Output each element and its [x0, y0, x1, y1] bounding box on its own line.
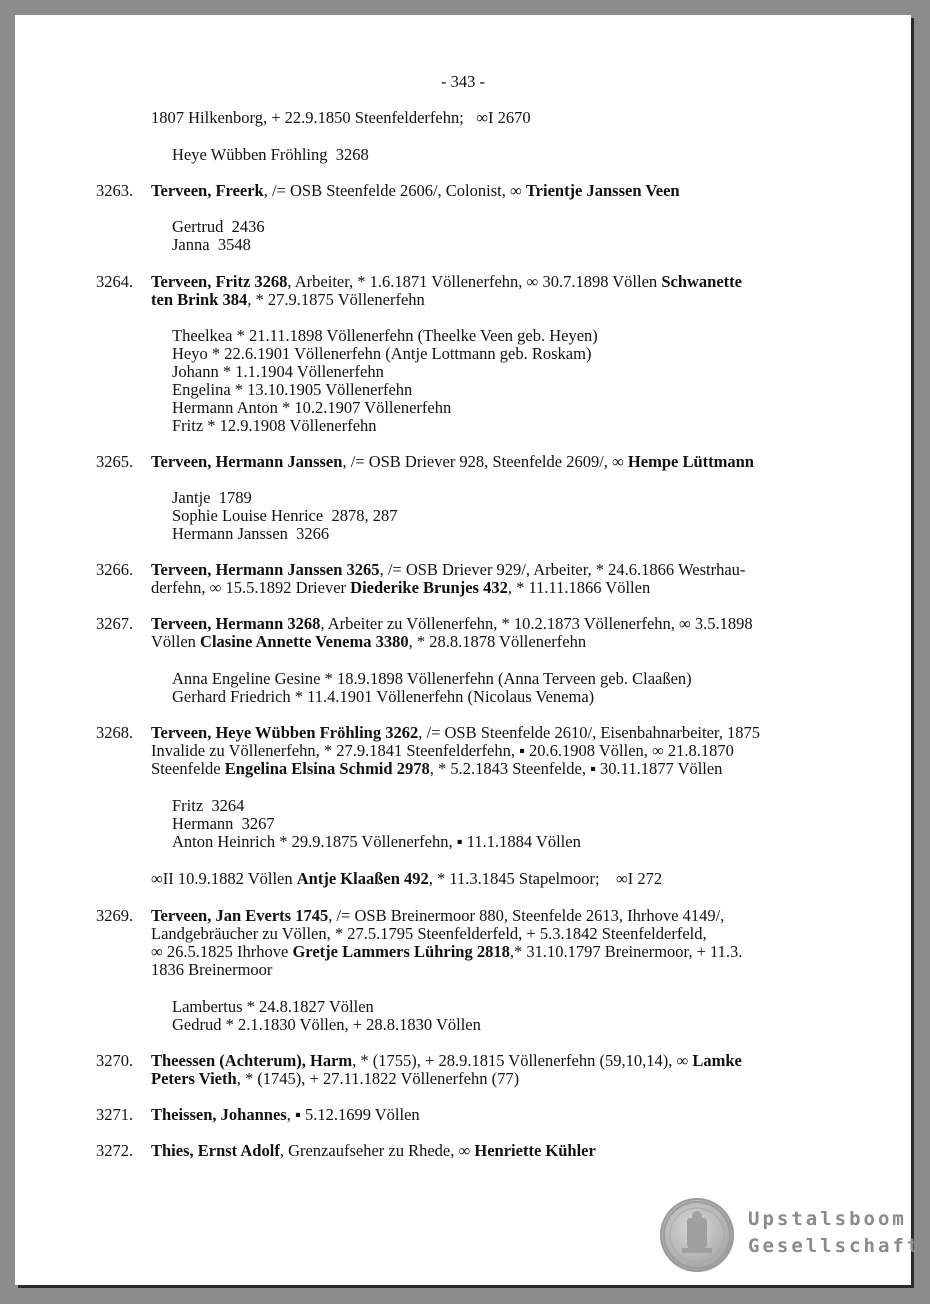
entry-line	[151, 724, 760, 742]
society-logo	[660, 1198, 922, 1278]
page-number: - 343 -	[441, 72, 485, 91]
entry-line	[151, 579, 650, 597]
entry-head: Terveen, Jan Everts 1745	[151, 906, 329, 925]
child-line: Jantje 1789	[172, 488, 252, 507]
spouse-name: Henriette Kühler	[474, 1141, 596, 1160]
entry-line	[151, 633, 586, 651]
entry-number: 3269.	[96, 906, 134, 925]
spouse-name: Gretje Lammers Lühring 2818	[292, 942, 510, 961]
child-line: Heyo * 22.6.1901 Völlenerfehn (Antje Lottmann geb. Roskam)	[172, 344, 592, 363]
entry-number: 3270.	[96, 1051, 134, 1070]
entry-line: Landgebräucher zu Völlen, * 27.5.1795 Steenfelderfeld, + 5.3.1842 Steenfelderfeld,	[151, 924, 707, 943]
entry-line	[151, 1142, 596, 1160]
spouse-name: Peters Vieth	[151, 1069, 237, 1088]
entry-details: , * 27.9.1875 Völlenerfehn	[247, 290, 425, 309]
entry-text-line: 1807 Hilkenborg, + 22.9.1850 Steenfelderfehn; ∞I 2670	[151, 108, 531, 127]
entry-details: , Arbeiter, * 1.6.1871 Völlenerfehn, ∞ 30.7.1898 Völlen	[287, 272, 662, 291]
child-line: Theelkea * 21.11.1898 Völlenerfehn (Theelke Veen geb. Heyen)	[172, 326, 598, 345]
entry-number: 3264.	[96, 272, 134, 291]
child-line: Fritz * 12.9.1908 Völlenerfehn	[172, 416, 377, 435]
entry-head: Terveen, Freerk	[151, 181, 264, 200]
entry-line	[151, 1070, 519, 1088]
entry-number: 3272.	[96, 1141, 134, 1160]
entry-details: , * 28.8.1878 Völlenerfehn	[408, 632, 587, 651]
page-content	[15, 15, 922, 1285]
entry-details: ∞II 10.9.1882 Völlen	[151, 869, 297, 888]
entry-line	[151, 1052, 742, 1070]
entry-number: 3268.	[96, 723, 134, 742]
entry-details: ∞ 26.5.1825 Ihrhove	[151, 942, 293, 961]
spouse-name: Engelina Elsina Schmid 2978	[224, 759, 430, 778]
entry-line: Invalide zu Völlenerfehn, * 27.9.1841 Steenfelderfehn, ▪ 20.6.1908 Völlen, ∞ 21.8.1870	[151, 741, 734, 760]
entry-details: ,* 31.10.1797 Breinermoor, + 11.3.	[509, 942, 743, 961]
entry-number: 3271.	[96, 1105, 134, 1124]
marriage-line	[151, 870, 662, 888]
spouse-name: Clasine Annette Venema 3380	[200, 632, 409, 651]
spouse-name: Hempe Lüttmann	[627, 452, 754, 471]
logo-text-line2: Gesellschaft	[748, 1235, 922, 1257]
entry-head: Thies, Ernst Adolf	[151, 1141, 280, 1160]
spouse-name: Schwanette	[661, 272, 742, 291]
entry-details: , Arbeiter zu Völlenerfehn, * 10.2.1873 Völlenerfehn, ∞ 3.5.1898	[320, 614, 753, 633]
child-line: Hermann Anton * 10.2.1907 Völlenerfehn	[172, 398, 452, 417]
logo-text-line1: Upstalsboom	[748, 1208, 907, 1230]
entry-number: 3266.	[96, 560, 134, 579]
entry-details: , * 11.3.1845 Stapelmoor; ∞I 272	[428, 869, 663, 888]
entry-head: Terveen, Hermann 3268	[151, 614, 321, 633]
entry-head: Terveen, Hermann Janssen 3265	[151, 560, 380, 579]
child-line: Anton Heinrich * 29.9.1875 Völlenerfehn, ▪ 11.1.1884 Völlen	[172, 832, 581, 851]
child-line: Lambertus * 24.8.1827 Völlen	[172, 997, 374, 1016]
entry-details: , /= OSB Driever 928, Steenfelde 2609/, ∞	[342, 452, 628, 471]
entry-line	[151, 1106, 420, 1124]
child-line: Gertrud 2436	[172, 217, 265, 236]
entry-details: , /= OSB Breinermoor 880, Steenfelde 2613, Ihrhove 4149/,	[328, 906, 725, 925]
child-line: Janna 3548	[172, 235, 251, 254]
entry-number: 3267.	[96, 614, 134, 633]
child-line: Hermann Janssen 3266	[172, 524, 330, 543]
child-line: Johann * 1.1.1904 Völlenerfehn	[172, 362, 384, 381]
entry-line	[151, 273, 742, 291]
entry-number: 3263.	[96, 181, 134, 200]
entry-details: , /= OSB Driever 929/, Arbeiter, * 24.6.1866 Westrhau-	[379, 560, 746, 579]
entry-details: , /= OSB Steenfelde 2610/, Eisenbahnarbeiter, 1875	[418, 723, 761, 742]
child-line: Gedrud * 2.1.1830 Völlen, + 28.8.1830 Völlen	[172, 1015, 481, 1034]
child-line: Heye Wübben Fröhling 3268	[172, 145, 369, 164]
seal-icon	[660, 1198, 734, 1272]
spouse-name: ten Brink 384	[151, 290, 248, 309]
entry-head: Terveen, Fritz 3268	[151, 272, 288, 291]
entry-details: , * 5.2.1843 Steenfelde, ▪ 30.11.1877 Völlen	[429, 759, 723, 778]
entry-line	[151, 182, 680, 200]
entry-line	[151, 760, 722, 778]
entry-line	[151, 907, 724, 925]
entry-line: 1836 Breinermoor	[151, 960, 273, 979]
child-line: Hermann 3267	[172, 814, 275, 833]
entry-line	[151, 943, 742, 961]
entry-line	[151, 291, 425, 309]
entry-head: Terveen, Hermann Janssen	[151, 452, 343, 471]
spouse-name: Antje Klaaßen 492	[296, 869, 429, 888]
entry-details: , * (1755), + 28.9.1815 Völlenerfehn (59,10,14), ∞	[352, 1051, 693, 1070]
child-line: Gerhard Friedrich * 11.4.1901 Völlenerfehn (Nicolaus Venema)	[172, 687, 595, 706]
entry-details: , ▪ 5.12.1699 Völlen	[286, 1105, 420, 1124]
spouse-name: Trientje Janssen Veen	[525, 181, 680, 200]
spouse-name: Diederike Brunjes 432	[350, 578, 508, 597]
entry-details: , /= OSB Steenfelde 2606/, Colonist, ∞	[263, 181, 526, 200]
entry-line	[151, 453, 754, 471]
spouse-name: Lamke	[692, 1051, 742, 1070]
entry-details: Steenfelde	[151, 759, 225, 778]
entry-head: Terveen, Heye Wübben Fröhling 3262	[151, 723, 419, 742]
entry-details: , * 11.11.1866 Völlen	[507, 578, 651, 597]
child-line: Sophie Louise Henrice 2878, 287	[172, 506, 398, 525]
child-line: Engelina * 13.10.1905 Völlenerfehn	[172, 380, 413, 399]
entry-head: Theessen (Achterum), Harm	[151, 1051, 353, 1070]
child-line: Anna Engeline Gesine * 18.9.1898 Völlenerfehn (Anna Terveen geb. Claaßen)	[172, 669, 692, 688]
child-line: Fritz 3264	[172, 796, 245, 815]
entry-line	[151, 615, 753, 633]
entry-number: 3265.	[96, 452, 134, 471]
entry-details: derfehn, ∞ 15.5.1892 Driever	[151, 578, 351, 597]
entry-details: , * (1745), + 27.11.1822 Völlenerfehn (77)	[236, 1069, 520, 1088]
entry-details: , Grenzaufseher zu Rhede, ∞	[279, 1141, 475, 1160]
entry-head: Theissen, Johannes	[151, 1105, 287, 1124]
entry-details: Völlen	[151, 632, 201, 651]
entry-line	[151, 561, 745, 579]
document-page	[15, 15, 922, 1285]
